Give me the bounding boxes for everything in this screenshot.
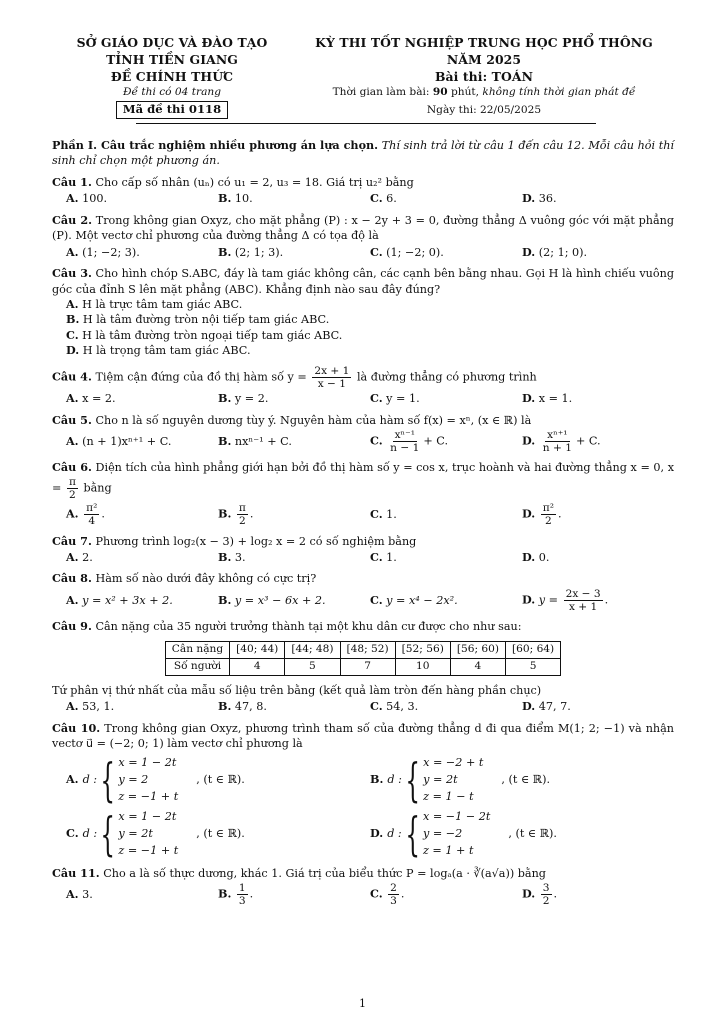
official-label: ĐỀ CHÍNH THỨC	[110, 69, 234, 85]
option-d: D. 0.	[522, 550, 550, 564]
question-5	[52, 413, 674, 428]
option-d: D. x = 1.	[522, 391, 573, 406]
question-11-options	[52, 882, 674, 907]
exam-title: KỲ THI TỐT NGHIỆP TRUNG HỌC PHỔ THÔNG	[315, 35, 653, 50]
part1-heading	[52, 138, 674, 169]
question-6-options	[52, 502, 674, 527]
table-cell: [56; 60)	[450, 641, 505, 658]
option-a: A. $\frac{\text{π²}}{4}$ .	[66, 502, 105, 528]
option-c: C. 6.	[370, 191, 397, 206]
table-cell: 7	[340, 658, 395, 675]
exam-date: Ngày thi: 22/05/2025	[426, 103, 542, 116]
exam-year: NĂM 2025	[446, 52, 522, 68]
option-d: D. 47, 7.	[522, 699, 571, 714]
question-text: Cho a là số thực dương, khác 1. Giá trị của biểu thức P = logₐ(a · ∛(a√a)) bằng	[103, 866, 546, 880]
question-3	[52, 266, 674, 297]
question-2-options	[52, 245, 674, 260]
option-b: B. H là tâm đường tròn nội tiếp tam giác ABC.	[66, 312, 330, 327]
question-text: Hàm số nào dưới đây không có cực trị?	[95, 572, 317, 586]
question-number: Câu 2.	[52, 212, 93, 227]
option-c: C. y = 1.	[370, 391, 420, 406]
option-a: A. d : { x = 1 − 2t y = 2 z = −1 + t , (t ∈ ℝ).	[66, 752, 245, 807]
question-1-options	[52, 191, 674, 206]
question-text: Trong không gian Oxyz, phương trình tham số của đường thẳng d đi qua điểm M(1; 2; −1) và nhận vectơ u⃗ = (−2; 0; 1) làm vectơ chỉ phương là	[52, 721, 674, 751]
option-d: D. H là trọng tâm tam giác ABC.	[66, 343, 251, 358]
option-c: C. (1; −2; 0).	[370, 244, 444, 259]
option-b: B. 47, 8.	[218, 699, 267, 714]
table-row	[165, 658, 560, 675]
page-number: 1	[359, 997, 366, 1010]
question-10	[52, 721, 674, 752]
question-text: Cho cấp số nhân (uₙ) có u₁ = 2, u₃ = 18. Giá trị u₂² bằng	[95, 175, 414, 189]
question-number: Câu 5.	[52, 412, 92, 427]
question-text: Cân nặng của 35 người trưởng thành tại một khu dân cư được cho như sau:	[95, 620, 522, 634]
option-c: C. $\frac{2}{3}$ .	[370, 882, 405, 908]
exam-code-box: Mã đề thi 0118	[116, 101, 228, 119]
option-b: B. 3.	[218, 550, 246, 564]
table-cell: [52; 56)	[395, 641, 450, 658]
question-6: Câu 6. Diện tích của hình phẳng giới hạn bởi đồ thị hàm số y = cos x, trục hoành và hai đường thẳng x = 0, x = $\frac{\pi}{2}$ bằng	[52, 460, 675, 502]
time-value: 90	[432, 86, 448, 99]
option-c: C. y = x⁴ − 2x².	[370, 592, 458, 607]
option-a: A. 100.	[66, 191, 108, 206]
time-unit: phút,	[450, 86, 480, 99]
option-a: A. H là trực tâm tam giác ABC.	[66, 297, 243, 311]
fraction: $\frac{2x + 1}{x - 1}$	[314, 364, 350, 390]
province-name: TỈNH TIỀN GIANG	[106, 52, 238, 68]
question-text: Cho n là số nguyên dương tùy ý. Nguyên hàm của hàm số f(x) = xⁿ, (x ∈ ℝ) là	[95, 413, 532, 427]
header-right	[294, 34, 674, 119]
weight-table	[165, 641, 561, 676]
question-number: Câu 10.	[52, 720, 101, 735]
option-b: B. (2; 1; 3).	[218, 244, 284, 259]
question-number: Câu 11.	[52, 865, 100, 880]
question-number: Câu 8.	[52, 571, 92, 586]
question-4: Câu 4. Tiệm cận đứng của đồ thị hàm số y = $\frac{2x + 1}{x - 1}$ là đường thẳng có phương trình	[52, 364, 537, 390]
option-b: B. nxⁿ⁻¹ + C.	[218, 434, 292, 448]
header-left	[52, 34, 292, 119]
table-cell: [60; 64)	[506, 641, 561, 658]
question-2	[52, 213, 674, 244]
option-a: A. 53, 1.	[66, 699, 115, 714]
option-a: A. 3.	[66, 887, 93, 902]
question-text: Trong không gian Oxyz, cho mặt phẳng (P) : x − 2y + 3 = 0, đường thẳng Δ vuông góc với mặt phẳng (P). Một vectơ chỉ phương của đường thẳng Δ có tọa độ là	[52, 213, 674, 243]
option-d: D. y = $\frac{2x - 3}{x + 1}$ .	[522, 587, 609, 614]
table-cell: [44; 48)	[285, 641, 340, 658]
question-number: Câu 9.	[52, 619, 92, 634]
question-text: Cho hình chóp S.ABC, đáy là tam giác không cân, các cạnh bên bằng nhau. Gọi H là hình chiếu vuông góc của đỉnh S lên mặt phẳng (ABC). Khẳng định nào sau đây đúng?	[52, 267, 674, 296]
option-c: C. H là tâm đường tròn ngoại tiếp tam giác ABC.	[66, 327, 343, 342]
table-cell: 5	[506, 658, 561, 675]
option-b: B. y = x³ − 6x + 2.	[218, 592, 326, 607]
option-b: B. d : { x = −2 + t y = 2t z = 1 − t , (t ∈ ℝ).	[370, 752, 551, 807]
question-8-options	[52, 588, 674, 613]
table-cell: 4	[230, 658, 285, 675]
option-a: A. (n + 1)xⁿ⁺¹ + C.	[66, 434, 172, 448]
option-c: C. 1.	[370, 507, 397, 522]
option-b: B. y = 2.	[218, 391, 269, 406]
question-9-prompt: Tứ phân vị thứ nhất của mẫu số liệu trên bằng (kết quả làm tròn đến hàng phần chục)	[52, 683, 542, 697]
question-9	[52, 619, 674, 634]
question-8	[52, 571, 674, 586]
part1-title: Phần I. Câu trắc nghiệm nhiều phương án lựa chọn.	[52, 137, 379, 152]
question-number: Câu 6.	[52, 460, 92, 475]
question-11	[52, 866, 674, 881]
question-10-options-row1	[52, 754, 674, 806]
exam-time-line	[294, 85, 674, 100]
option-c: C. d : { x = 1 − 2t y = 2t z = −1 + t , (t ∈ ℝ).	[66, 806, 245, 861]
option-d: D. (2; 1; 0).	[522, 244, 588, 259]
option-b: B. $\frac{1}{3}$ .	[218, 882, 254, 908]
exam-subject: Bài thi: TOÁN	[434, 69, 534, 85]
option-d: D. $\frac{3}{2}$ .	[522, 882, 558, 908]
option-c: C. 1.	[370, 550, 397, 564]
question-1	[52, 175, 674, 190]
table-cell: 5	[285, 658, 340, 675]
time-note: không tính thời gian phát đề	[482, 86, 636, 99]
question-7	[52, 534, 674, 549]
table-cell: 4	[450, 658, 505, 675]
exam-header	[52, 34, 674, 119]
question-number: Câu 1.	[52, 174, 92, 189]
time-label: Thời gian làm bài:	[332, 86, 430, 99]
part1-instruction: Thí sinh trả lời từ câu 1 đến câu 12. Mỗi câu hỏi thí sinh chỉ chọn một phương án.	[52, 138, 674, 168]
option-d: D. $\frac{\text{π²}}{2}$ .	[522, 502, 562, 528]
question-text: Phương trình log₂(x − 3) + log₂ x = 2 có số nghiệm bằng	[95, 534, 417, 548]
table-cell: Cân nặng	[165, 641, 229, 658]
question-9-options	[52, 699, 674, 714]
page-count-note: Đề thi có 04 trang	[122, 86, 222, 99]
table-row	[165, 641, 560, 658]
option-b: B. $\frac{\pi}{2}$ .	[218, 502, 254, 528]
question-5-options	[52, 429, 674, 454]
question-4-options	[52, 391, 674, 406]
table-cell: Số người	[165, 658, 229, 675]
option-a: A. x = 2.	[66, 391, 116, 406]
option-a: A. 2.	[66, 550, 93, 564]
question-7-options	[52, 550, 674, 565]
option-c: C. $\frac{\text{xⁿ⁻¹}}{n - 1}$ + C.	[370, 429, 449, 455]
option-b: B. 10.	[218, 191, 253, 206]
department-name: SỞ GIÁO DỤC VÀ ĐÀO TẠO	[76, 35, 268, 50]
option-a: A. y = x² + 3x + 2.	[66, 592, 173, 607]
question-10-options-row2	[52, 808, 674, 860]
question-number: Câu 4.	[52, 369, 92, 384]
question-number: Câu 7.	[52, 533, 92, 548]
table-cell: 10	[395, 658, 450, 675]
option-a: A. (1; −2; 3).	[66, 244, 140, 259]
option-d: D. d : { x = −1 − 2t y = −2 z = 1 + t , (t ∈ ℝ).	[370, 806, 557, 861]
option-d: D. 36.	[522, 191, 557, 206]
option-c: C. 54, 3.	[370, 699, 419, 714]
header-divider	[136, 123, 596, 124]
exam-page	[52, 34, 674, 907]
option-d: D. $\frac{\text{xⁿ⁺¹}}{n + 1}$ + C.	[522, 429, 601, 455]
table-cell: [48; 52)	[340, 641, 395, 658]
table-cell: [40; 44)	[230, 641, 285, 658]
question-number: Câu 3.	[52, 266, 92, 281]
